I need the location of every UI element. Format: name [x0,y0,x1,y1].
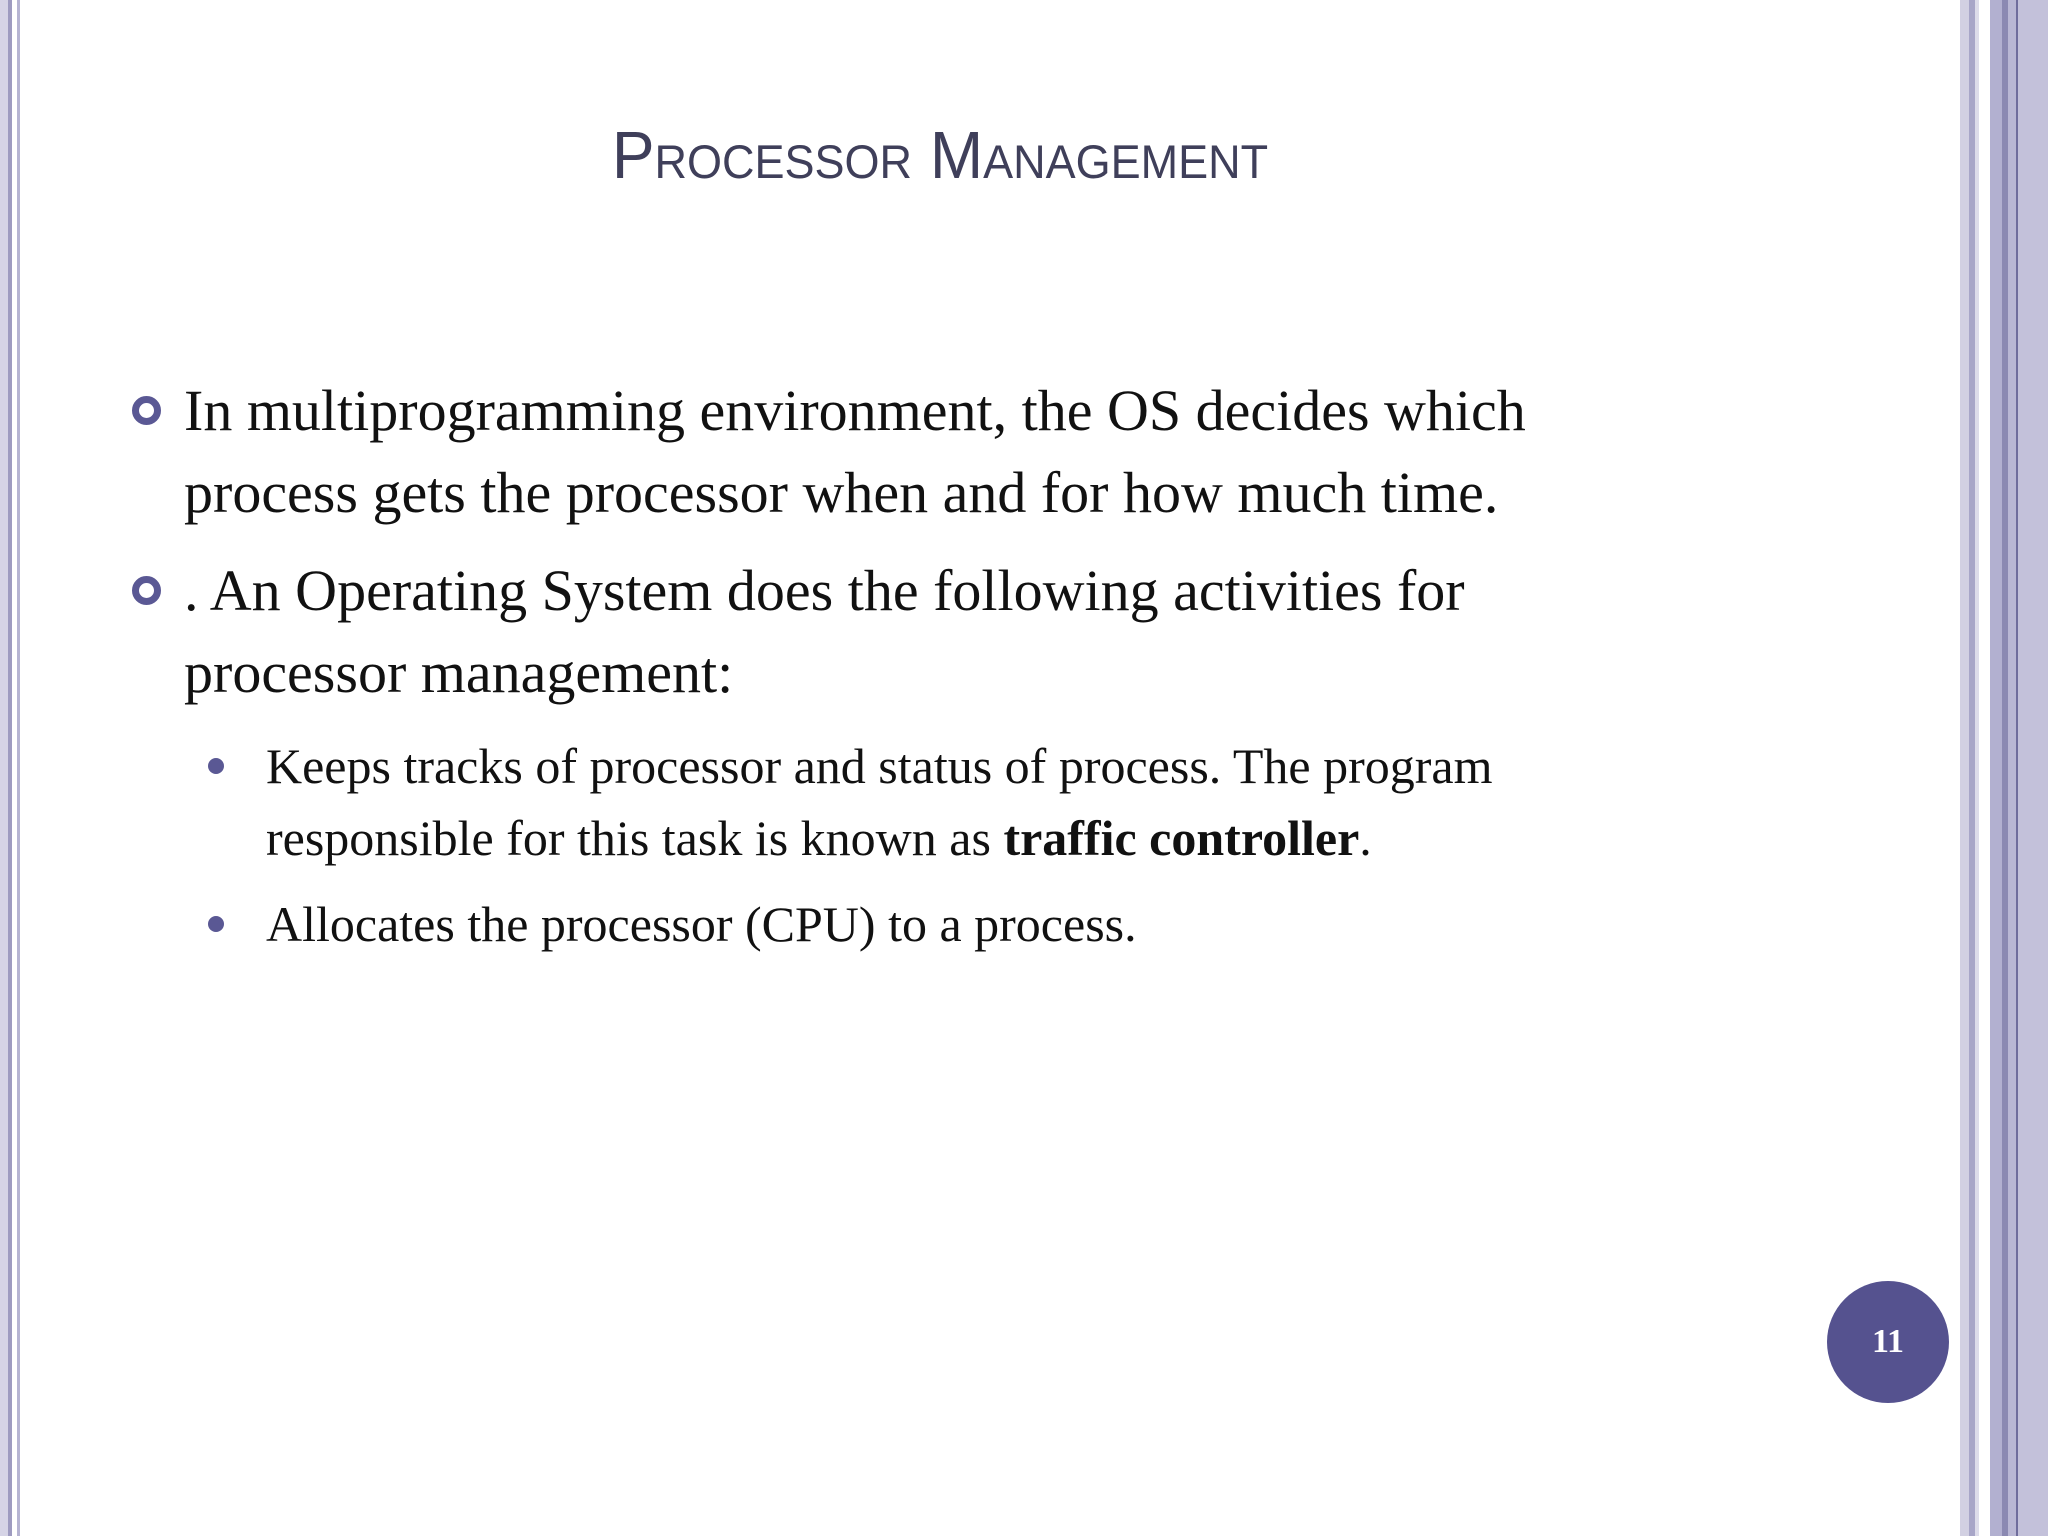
dot-bullet-icon [208,758,224,774]
page-number-badge [1827,1281,1949,1403]
left-border-stripe [17,0,20,1536]
bullet-text: . An Operating System does the following activities for processor management: [184,558,1465,705]
slide-body [132,370,1692,974]
bullet-item [132,550,1692,714]
sub-bullet-list [132,730,1692,960]
slide-title: Processor Management [611,117,1269,193]
sub-bullet-text: Allocates the processor (CPU) to a process. [266,896,1137,952]
sub-bullet-item [132,888,1692,960]
sub-bullet-item [132,730,1692,874]
bullet-item [132,370,1692,534]
page-number: 11 [1871,1323,1905,1360]
sub-bullet-text: Keeps tracks of processor and status of process. The program responsible for this task is known as [266,738,1493,866]
right-border-stripe [1960,0,1969,1536]
right-border-stripe [2018,0,2048,1536]
ring-bullet-icon [132,396,161,425]
right-border-stripe [1980,0,1990,1536]
right-border-stripe [2008,0,2016,1536]
ring-bullet-icon [132,576,161,605]
left-border-stripe [0,0,8,1536]
sub-bullet-bold-text: traffic controller [1003,810,1360,866]
sub-bullet-text: . [1359,810,1372,866]
right-border-stripe [1990,0,2002,1536]
bullet-text: In multiprogramming environment, the OS decides which process gets the processor when and for how much time. [184,378,1526,525]
dot-bullet-icon [208,916,224,932]
